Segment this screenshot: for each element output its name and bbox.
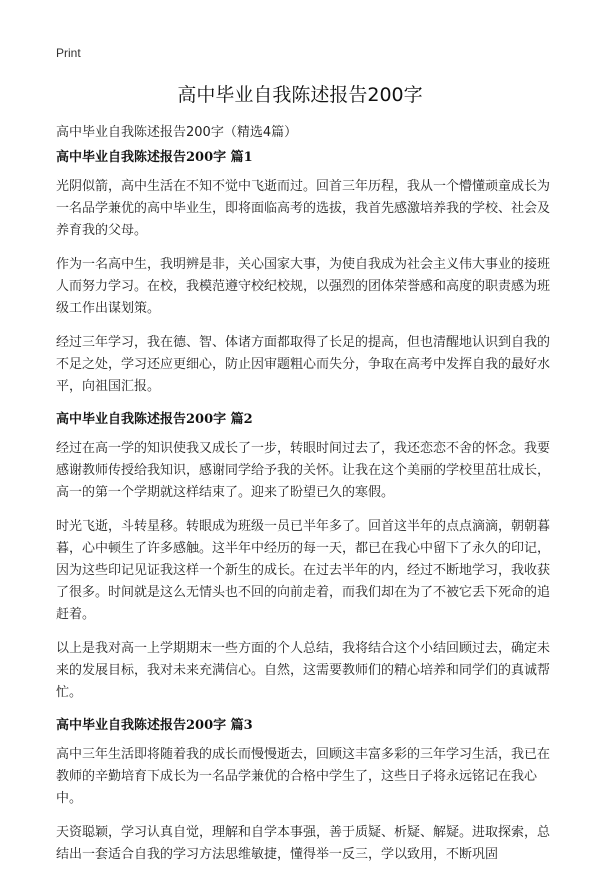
section-heading: 高中毕业自我陈述报告200字 篇2 — [56, 412, 253, 427]
document-title: 高中毕业自我陈述报告200字 — [177, 84, 423, 106]
document-subtitle: 高中毕业自我陈述报告200字（精选4篇） — [56, 125, 298, 140]
section-1 — [56, 148, 552, 398]
section-2 — [56, 410, 552, 704]
paragraph: 作为一名高中生，我明辨是非，关心国家大事，为使自我成为社会主义伟大事业的接班人而努力学习。在校，我模范遵守校纪校规，以强烈的团体荣誉感和高度的职责感为班级工作出谋划策。 — [56, 257, 551, 316]
section-heading: 高中毕业自我陈述报告200字 篇1 — [56, 150, 253, 165]
paragraph: 时光飞逝，斗转星移。转眼成为班级一员已半年多了。回首这半年的点点滴滴，朝朝暮暮，心中顿生了许多感触。这半年中经历的每一天，都已在我心中留下了永久的印记，因为这些印记见证我这样一个新生的成长。在过去半年的内，经过不断地学习，我收获了很多。时间就是这么无情头也不回的向前走着，而我们却在为了不被它丢下死命的追赶着。 — [56, 519, 551, 622]
paragraph: 以上是我对高一上学期期末一些方面的个人总结，我将结合这个小结回顾过去，确定未来的发展目标，我对未来充满信心。自然，这需要教师们的精心培养和同学们的真诚帮忙。 — [56, 641, 551, 700]
document-body — [56, 148, 552, 878]
paragraph: 经过在高一学的知识使我又成长了一步，转眼时间过去了，我还恋恋不舍的怀念。我要感谢教师传授给我知识，感谢同学给予我的关怀。让我在这个美丽的学校里茁壮成长，高一的第一个学期就这样结束了。迎来了盼望已久的寒假。 — [56, 441, 551, 500]
section-3 — [56, 716, 552, 866]
paragraph: 经过三年学习，我在德、智、体诸方面都取得了长足的提高，但也清醒地认识到自我的不足之处，学习还应更细心，防止因审题粗心而失分，争取在高考中发挥自我的最好水平，向祖国汇报。 — [56, 335, 551, 394]
paragraph: 光阴似箭，高中生活在不知不觉中飞逝而过。回首三年历程，我从一个懵懂顽童成长为一名品学兼优的高中毕业生，即将面临高考的选拔，我首先感激培养我的学校、社会及养育我的父母。 — [56, 179, 551, 238]
section-heading: 高中毕业自我陈述报告200字 篇3 — [56, 718, 253, 733]
print-link[interactable]: Print — [56, 46, 81, 60]
paragraph: 高中三年生活即将随着我的成长而慢慢逝去，回顾这丰富多彩的三年学习生活，我已在教师的辛勤培育下成长为一名品学兼优的合格中学生了，这些日子将永远铭记在我心中。 — [56, 747, 551, 806]
paragraph: 天资聪颖，学习认真自觉，理解和自学本事强，善于质疑、析疑、解疑。进取探索，总结出一套适合自我的学习方法思维敏捷，懂得举一反三，学以致用，不断巩固 — [56, 825, 551, 862]
